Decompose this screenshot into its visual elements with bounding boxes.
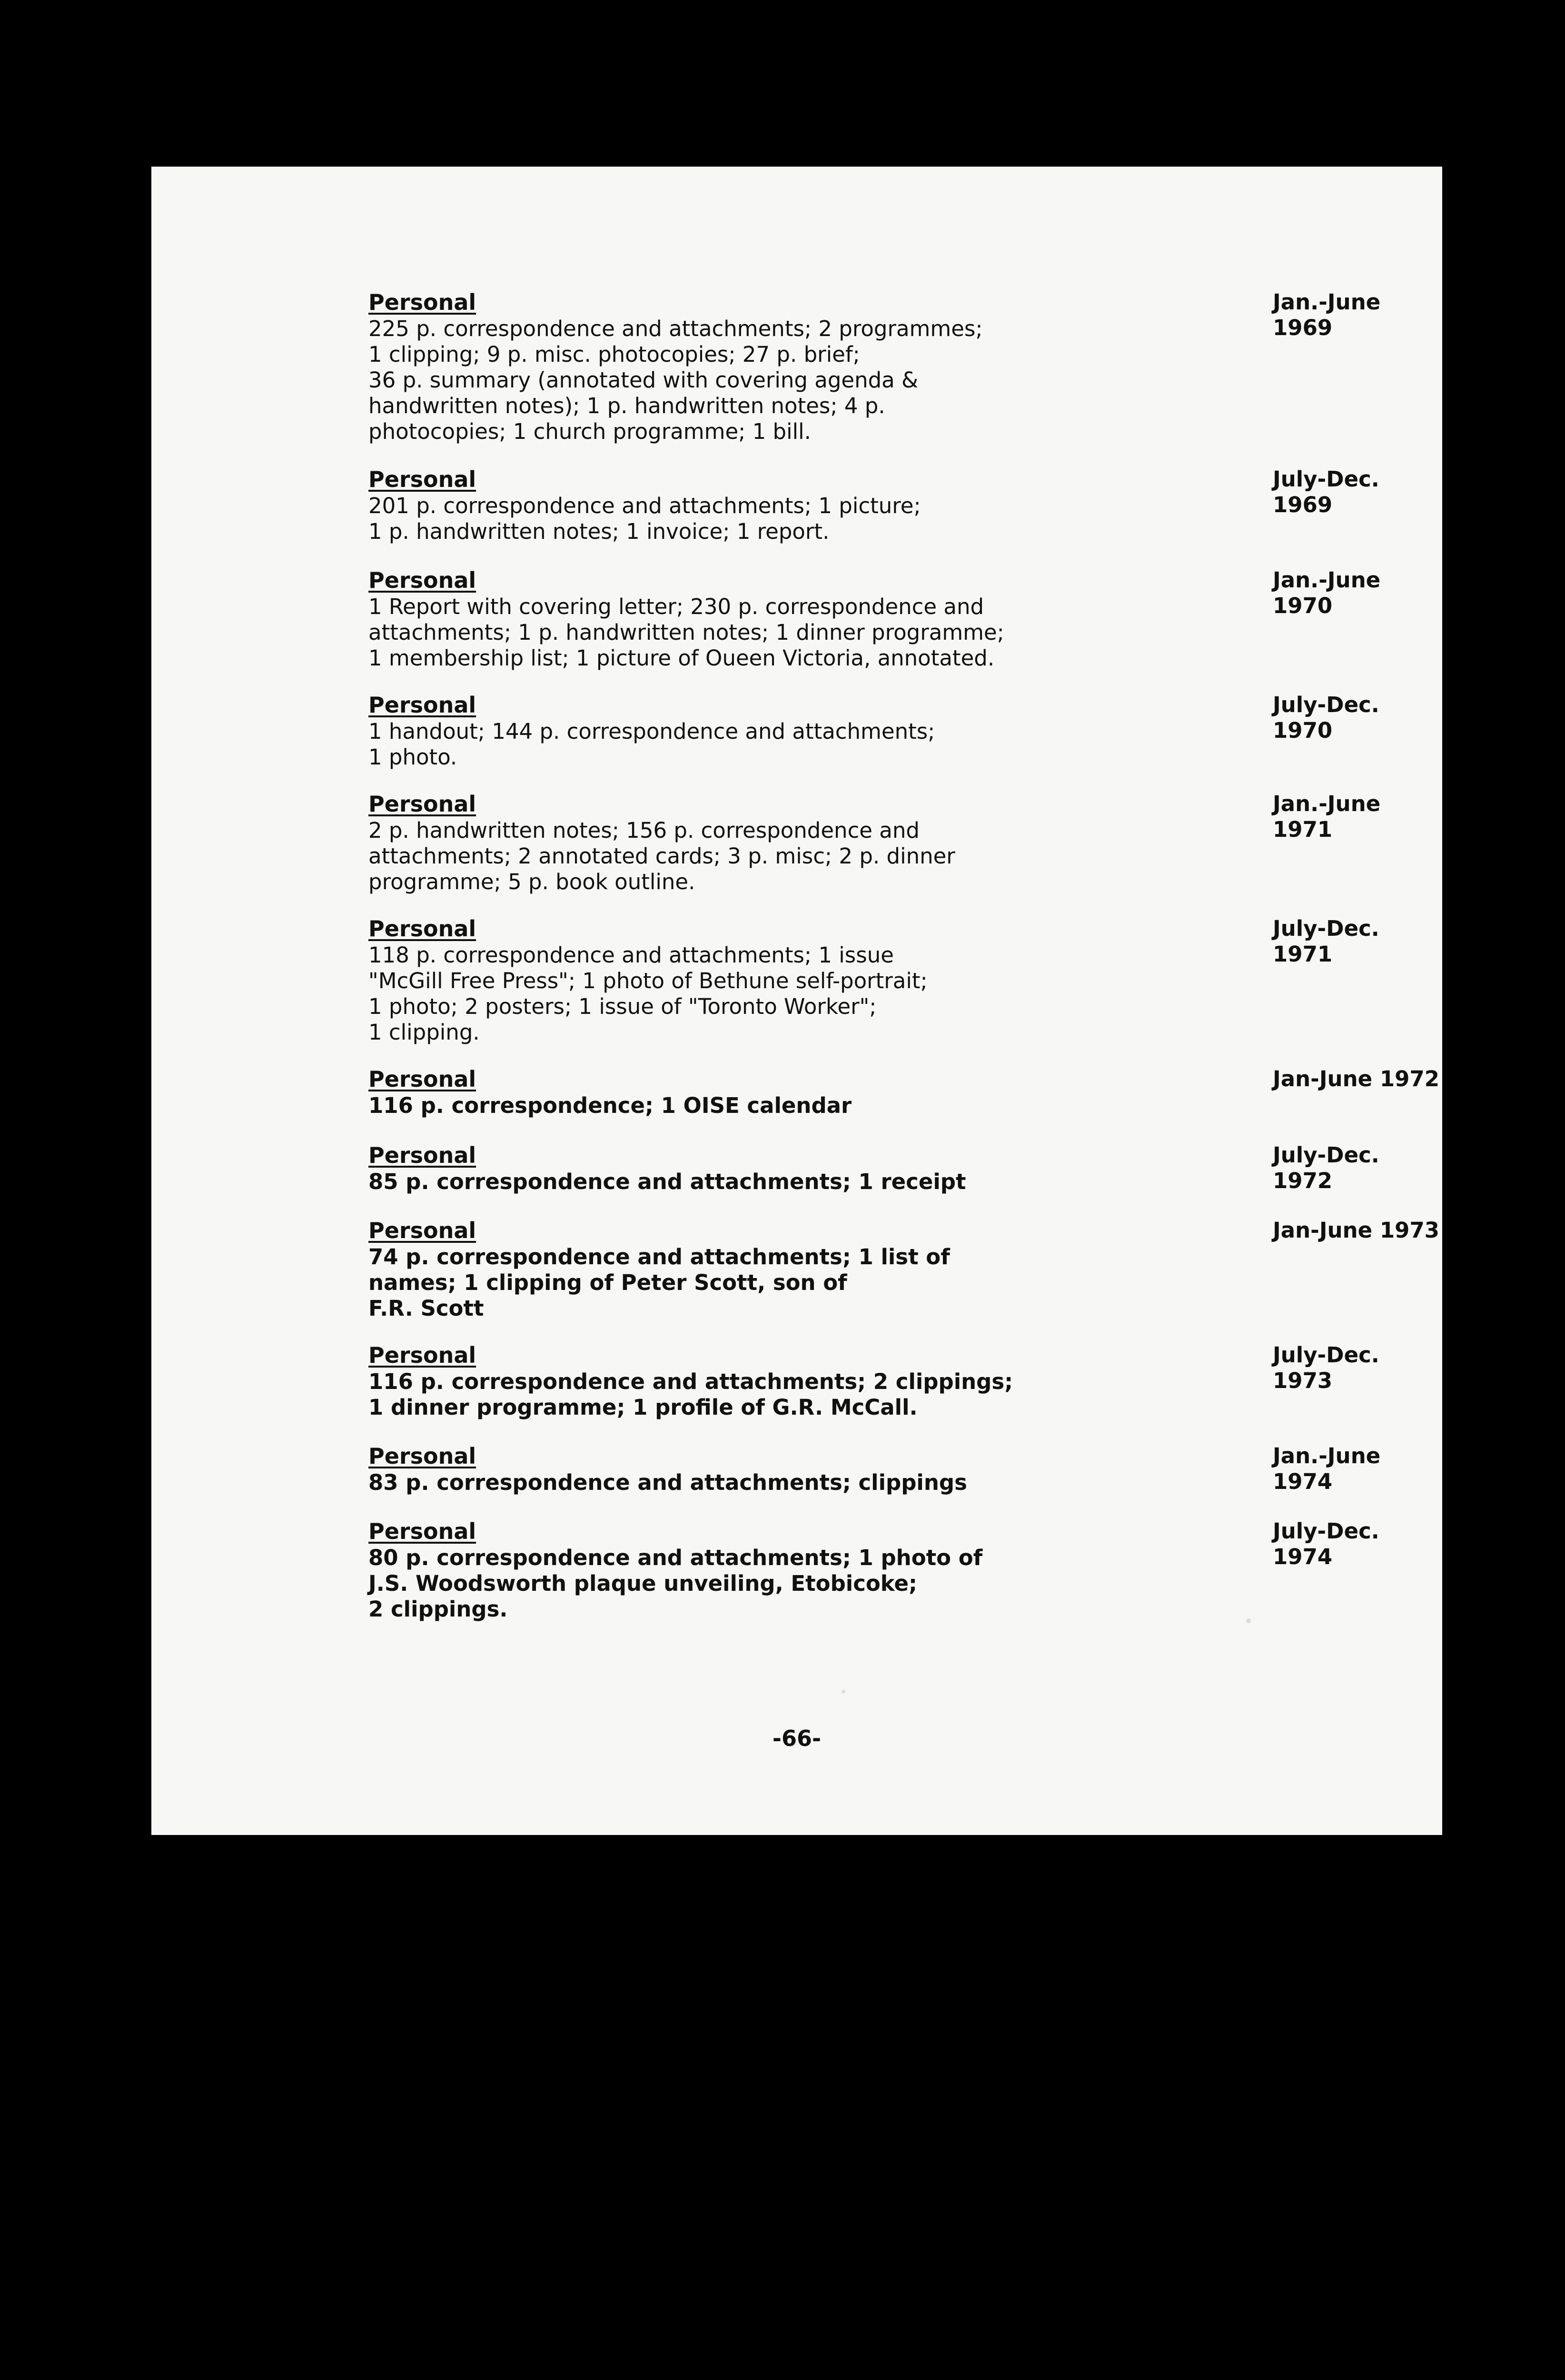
entry-description: 83 p. correspondence and attachments; clippings: [368, 1470, 967, 1495]
scan-speck: [1246, 1618, 1251, 1623]
entry-12: [368, 1518, 1444, 1622]
entry-description: 1 handout; 144 p. correspondence and attachments; 1 photo.: [368, 719, 935, 770]
entry-description: 201 p. correspondence and attachments; 1 picture; 1 p. handwritten notes; 1 invoice; 1 report.: [368, 493, 921, 544]
entry-date: Jan-June 1972: [1273, 1066, 1440, 1091]
entry-date: July-Dec. 1969: [1273, 466, 1379, 517]
entry-description: 118 p. correspondence and attachments; 1 issue "McGill Free Press"; 1 photo of Bethune self-portrait; 1 photo; 2 posters; 1 issue of "Toronto Worker"; 1 clipping.: [368, 942, 928, 1045]
entry-heading: Personal: [368, 567, 476, 593]
entry-heading: Personal: [368, 791, 476, 817]
entry-description: 74 p. correspondence and attachments; 1 list of names; 1 clipping of Peter Scott, son of F.R. Scott: [368, 1244, 950, 1321]
entry-10: [368, 1342, 1444, 1420]
entry-date: July-Dec. 1973: [1273, 1342, 1379, 1393]
entry-date: July-Dec. 1971: [1273, 916, 1379, 967]
entry-heading: Personal: [368, 1218, 476, 1243]
entry-heading: Personal: [368, 916, 476, 942]
entry-description: 225 p. correspondence and attachments; 2 programmes; 1 clipping; 9 p. misc. photocopies; 27 p. brief; 36 p. summary (annotated with covering agenda & handwritten notes); 1 p. handwritten notes; 4 p. photocopies; 1 church programme; 1 bill.: [368, 316, 983, 444]
entry-date: July-Dec. 1970: [1273, 692, 1379, 743]
entry-heading: Personal: [368, 1443, 476, 1469]
scan-speck: [842, 1690, 845, 1694]
entry-date: Jan.-June 1974: [1273, 1443, 1381, 1494]
entry-heading: Personal: [368, 1342, 476, 1368]
entry-2: [368, 466, 1444, 545]
entry-description: 85 p. correspondence and attachments; 1 receipt: [368, 1169, 966, 1194]
entry-heading: Personal: [368, 692, 476, 718]
document-page: [151, 167, 1442, 1835]
entry-description: 116 p. correspondence; 1 OISE calendar: [368, 1093, 852, 1118]
page-number: -66-: [772, 1726, 822, 1751]
entry-4: [368, 692, 1444, 770]
entry-7: [368, 1066, 1444, 1119]
entry-date: Jan.-June 1970: [1273, 567, 1381, 618]
entry-date: July-Dec. 1974: [1273, 1518, 1379, 1569]
entry-date: Jan.-June 1969: [1273, 289, 1381, 340]
entry-description: 80 p. correspondence and attachments; 1 photo of J.S. Woodsworth plaque unveiling, Etobicoke; 2 clippings.: [368, 1545, 983, 1622]
entry-date: Jan.-June 1971: [1273, 791, 1381, 842]
entry-8: [368, 1142, 1444, 1195]
entry-heading: Personal: [368, 466, 476, 492]
entry-heading: Personal: [368, 1142, 476, 1168]
entry-description: 116 p. correspondence and attachments; 2 clippings; 1 dinner programme; 1 profile of G.R. McCall.: [368, 1369, 1013, 1420]
entry-description: 2 p. handwritten notes; 156 p. correspondence and attachments; 2 annotated cards; 3 p. misc; 2 p. dinner programme; 5 p. book outline.: [368, 818, 955, 894]
entry-11: [368, 1443, 1444, 1496]
entry-date: July-Dec. 1972: [1273, 1142, 1379, 1193]
entry-5: [368, 791, 1444, 895]
entry-heading: Personal: [368, 1066, 476, 1092]
entry-description: 1 Report with covering letter; 230 p. correspondence and attachments; 1 p. handwritten notes; 1 dinner programme; 1 membership list; 1 picture of Oueen Victoria, annotated.: [368, 594, 1004, 671]
entry-6: [368, 916, 1444, 1045]
entry-heading: Personal: [368, 289, 476, 315]
entry-9: [368, 1218, 1444, 1321]
entry-heading: Personal: [368, 1518, 476, 1544]
entry-1: [368, 289, 1444, 445]
entry-3: [368, 567, 1444, 671]
entry-date: Jan-June 1973: [1273, 1218, 1440, 1243]
